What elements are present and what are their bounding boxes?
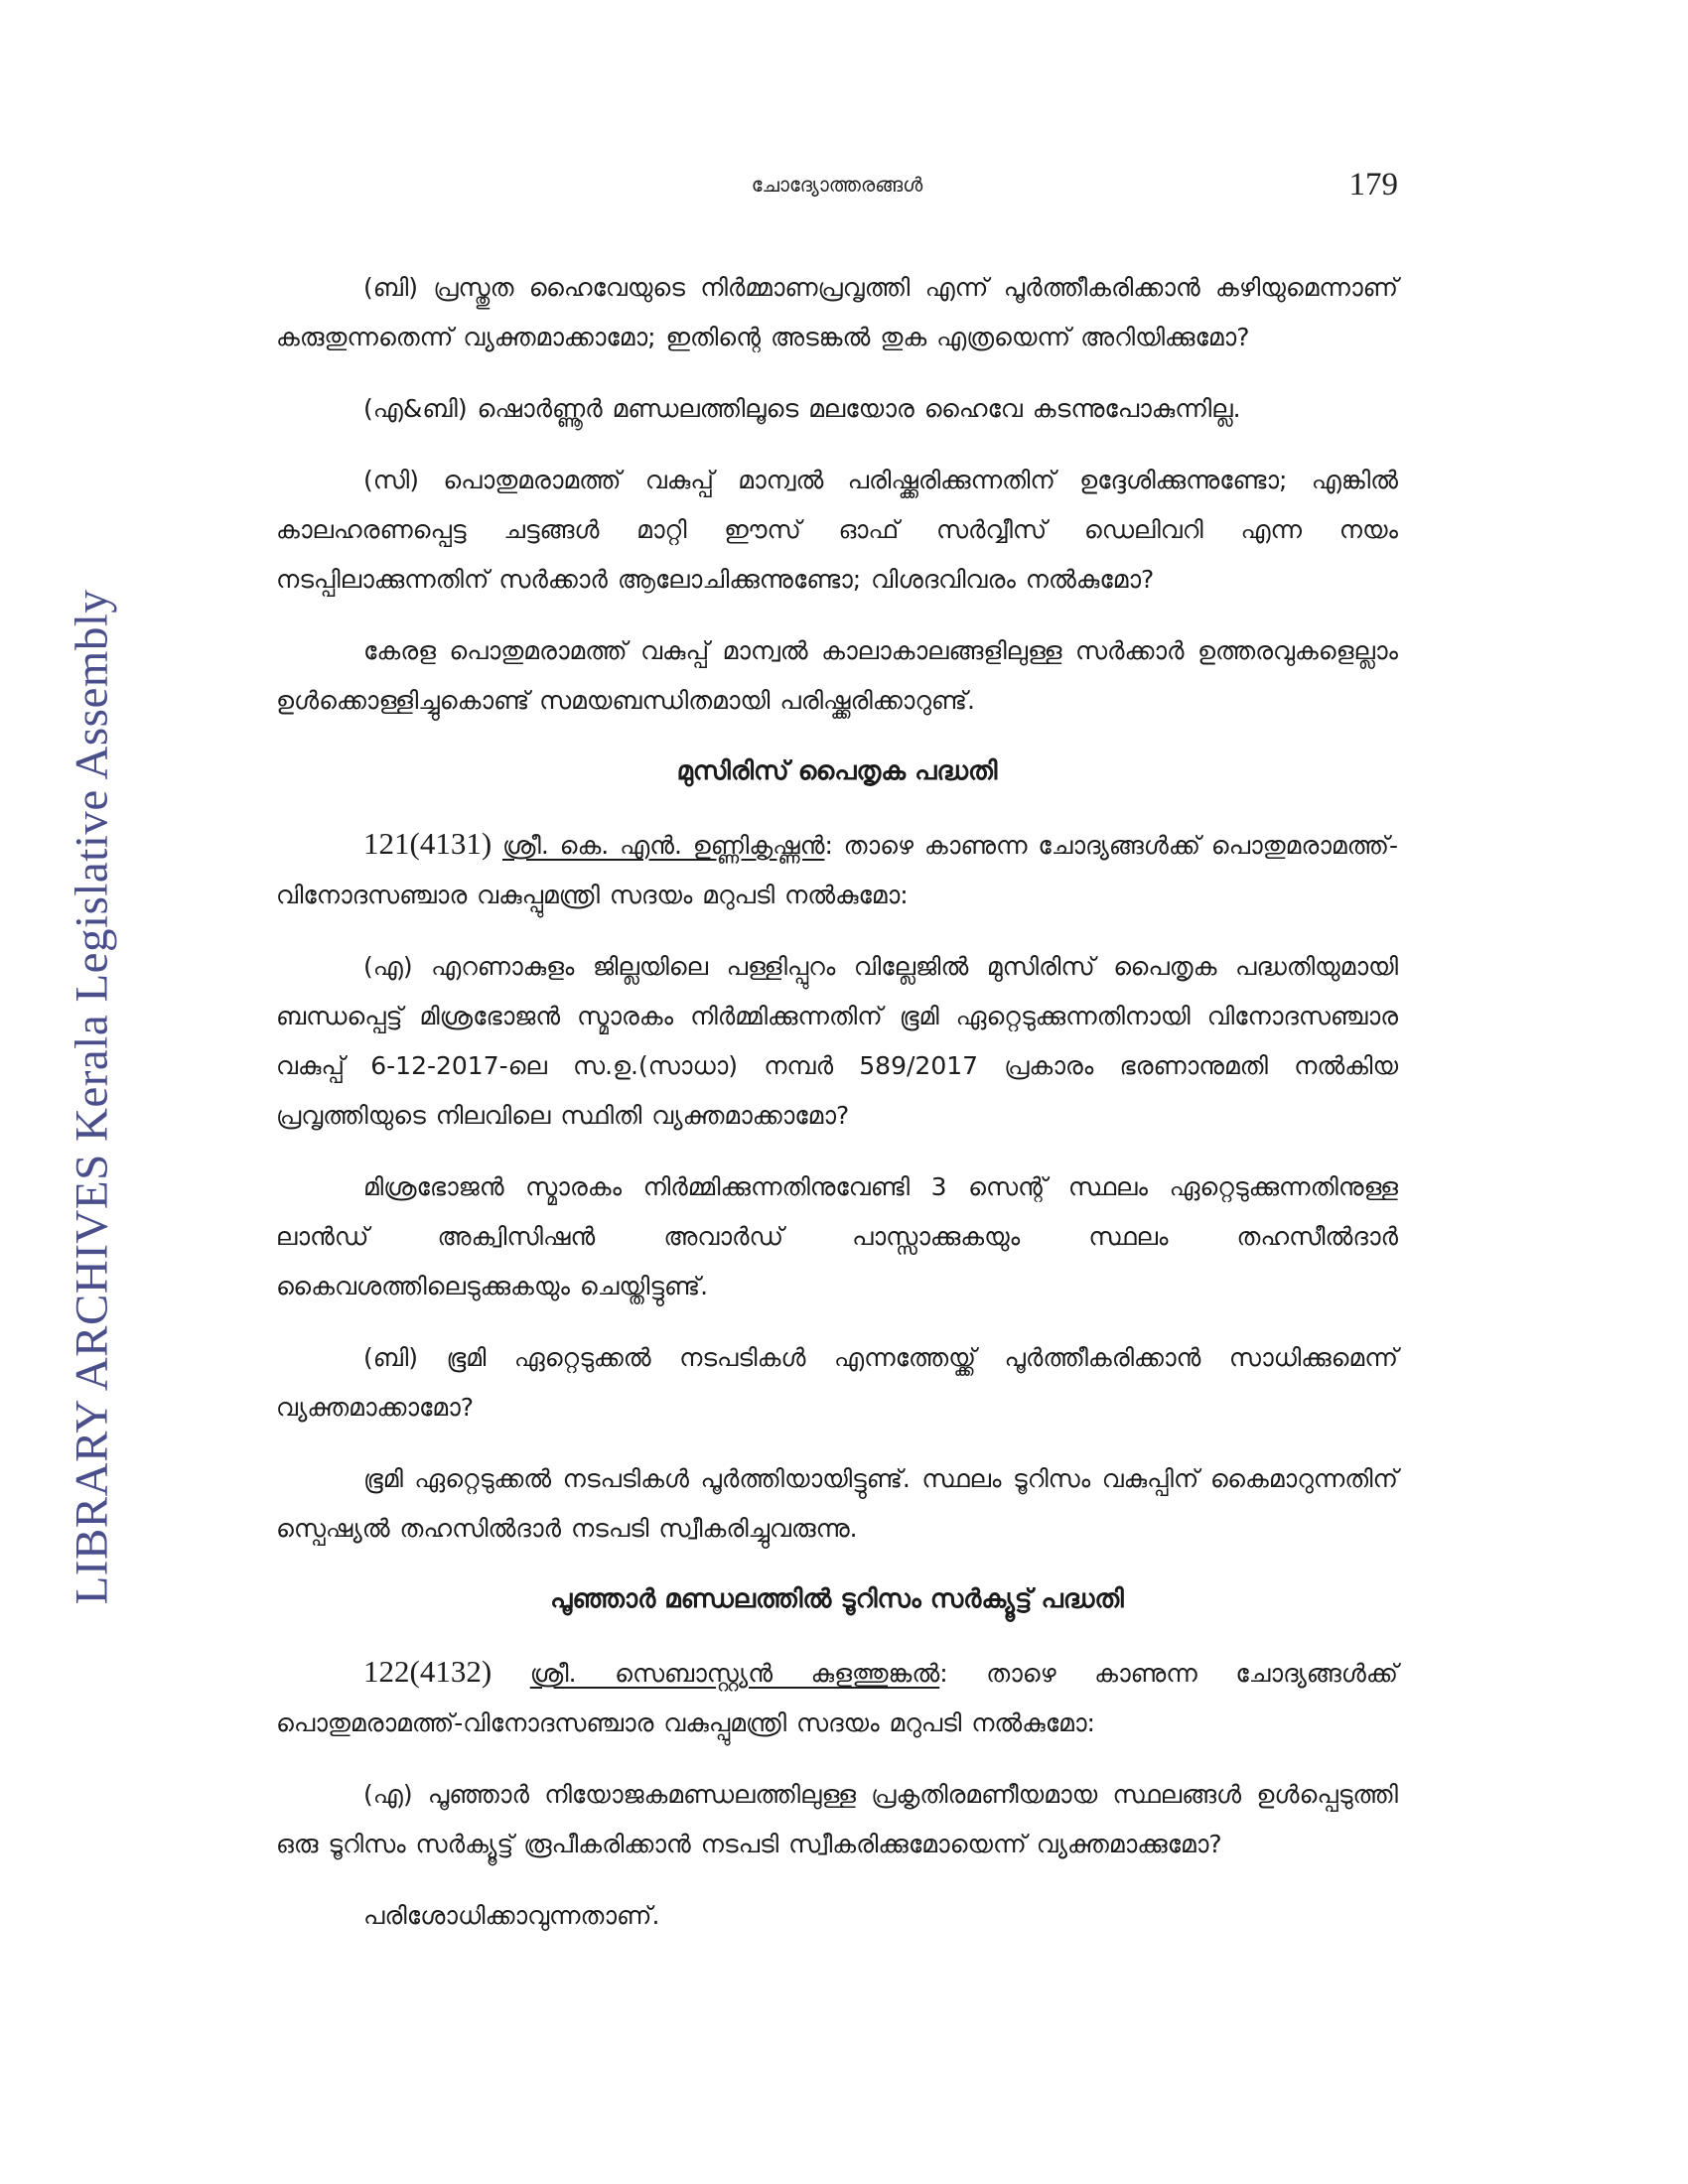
answer-121-b: ഭൂമി ഏറ്റെടുക്കൽ നടപടികൾ പൂർത്തിയായിട്ടുണ്ട്. സ്ഥലം ടൂറിസം വകുപ്പിന് കൈമാറുന്നതിന് സ്പെഷ്യൽ തഹസിൽദാർ നടപടി സ്വീകരിച്ചുവരുന്നു. [276,1464,1398,1543]
question-121-a: (എ) എറണാകുളം ജില്ലയിലെ പള്ളിപ്പുറം വില്ലേജിൽ മുസിരിസ് പൈതൃക പദ്ധതിയുമായി ബന്ധപ്പെട്ട് മിശ്രഭോജൻ സ്മാരകം നിർമ്മിക്കുന്നതിന് ഭൂമി ഏറ്റെടുക്കുന്നതിനായി വിനോദസഞ്ചാര വകുപ്പ് 6-12-2017-ലെ സ.ഉ.(സാധാ) നമ്പർ 589/2017 പ്രകാരം ഭരണാനുമതി നൽകിയ പ്രവൃത്തിയുടെ നിലവിലെ സ്ഥിതി വ്യക്തമാക്കാമോ? [276,952,1398,1130]
member-name-121: ശ്രീ. കെ. എൻ. ഉണ്ണികൃഷ്ണൻ [501,831,825,860]
page-number: 179 [1348,167,1398,203]
question-121-b: (ബി) ഭൂമി ഏറ്റെടുക്കൽ നടപടികൾ എന്നത്തേയ്ക്ക് പൂർത്തീകരിക്കാൻ സാധിക്കുമെന്ന് വ്യക്തമാക്കാമോ? [276,1343,1398,1422]
answer-121-a: മിശ്രഭോജൻ സ്മാരകം നിർമ്മിക്കുന്നതിനുവേണ്ടി 3 സെന്റ് സ്ഥലം ഏറ്റെടുക്കുന്നതിനുള്ള ലാൻഡ് അക്വിസിഷൻ അവാർഡ് പാസ്സാക്കുകയും സ്ഥലം തഹസീൽദാർ കൈവശത്തിലെടുക്കുകയും ചെയ്തിട്ടുണ്ട്. [276,1172,1398,1300]
page-header [276,167,1398,206]
question-number-121: 121(4131) [363,826,492,861]
question-121-intro [276,819,1398,920]
answer-122-a: പരിശോധിക്കാവുന്നതാണ്. [363,1901,660,1930]
watermark-text: LIBRARY ARCHIVES Kerala Legislative Assembly [66,589,117,1605]
section-heading-muziris: മുസിരിസ് പൈതൃക പദ്ധതി [676,756,998,786]
section-heading-poonjar: പൂഞ്ഞാർ മണ്ഡലത്തിൽ ടൂറിസം സർക്യൂട്ട് പദ്ധതി [550,1584,1124,1614]
answer-c-pwd-manual: കേരള പൊതുമരാമത്ത് വകുപ്പ് മാന്വൽ കാലാകാലങ്ങളിലുള്ള സർക്കാർ ഉത്തരവുകളെല്ലാം ഉൾക്കൊള്ളിച്ചുകൊണ്ട് സമയബന്ധിതമായി പരിഷ്ക്കരിക്കാറുണ്ട്. [276,636,1398,715]
question-122-intro [276,1647,1398,1748]
library-archives-watermark [52,589,131,1605]
question-122-text: : താഴെ കാണുന്ന ചോദ്യങ്ങൾക്ക് പൊതുമരാമത്ത്-വിനോദസഞ്ചാര വകുപ്പുമന്ത്രി സദയം മറുപടി നൽകുമോ: [276,1659,1398,1737]
question-121-text: : താഴെ കാണുന്ന ചോദ്യങ്ങൾക്ക് പൊതുമരാമത്ത്-വിനോദസഞ്ചാര വകുപ്പുമന്ത്രി സദയം മറുപടി നൽകുമോ: [276,831,1398,909]
question-number-122: 122(4132) [363,1654,492,1689]
question-c-pwd-manual: (സി) പൊതുമരാമത്ത് വകുപ്പ് മാന്വൽ പരിഷ്ക്കരിക്കുന്നതിന് ഉദ്ദേശിക്കുന്നുണ്ടോ; എങ്കിൽ കാലഹരണപ്പെട്ട ചട്ടങ്ങൾ മാറ്റി ഈസ് ഓഫ് സർവ്വീസ് ഡെലിവറി എന്ന നയം നടപ്പിലാക്കുന്നതിന് സർക്കാർ ആലോചിക്കുന്നുണ്ടോ; വിശദവിവരം നൽകുമോ? [276,466,1398,594]
question-122-a: (എ) പൂഞ്ഞാർ നിയോജകമണ്ഡലത്തിലുള്ള പ്രകൃതിരമണീയമായ സ്ഥലങ്ങൾ ഉൾപ്പെടുത്തി ഒരു ടൂറിസം സർക്യൂട്ട് രൂപീകരിക്കാൻ നടപടി സ്വീകരിക്കുമോയെന്ന് വ്യക്തമാക്കുമോ? [276,1780,1398,1858]
document-body [276,263,1398,1963]
running-title: ചോദ്യോത്തരങ്ങൾ [751,173,923,197]
member-name-122: ശ്രീ. സെബാസ്റ്റ്യൻ കുളത്തുങ്കൽ [529,1659,940,1688]
question-b-highway-completion: (ബി) പ്രസ്തുത ഹൈവേയുടെ നിർമ്മാണപ്രവൃത്തി എന്ന് പൂർത്തീകരിക്കാൻ കഴിയുമെന്നാണ് കരുതുന്നതെന്ന് വ്യക്തമാക്കാമോ; ഇതിന്റെ അടങ്കൽ തുക എത്രയെന്ന് അറിയിക്കുമോ? [276,273,1398,351]
answer-a-b-hill-highway: (എ&ബി) ഷൊർണ്ണൂർ മണ്ഡലത്തിലൂടെ മലയോര ഹൈവേ കടന്നുപോകുന്നില്ല. [363,394,1241,423]
